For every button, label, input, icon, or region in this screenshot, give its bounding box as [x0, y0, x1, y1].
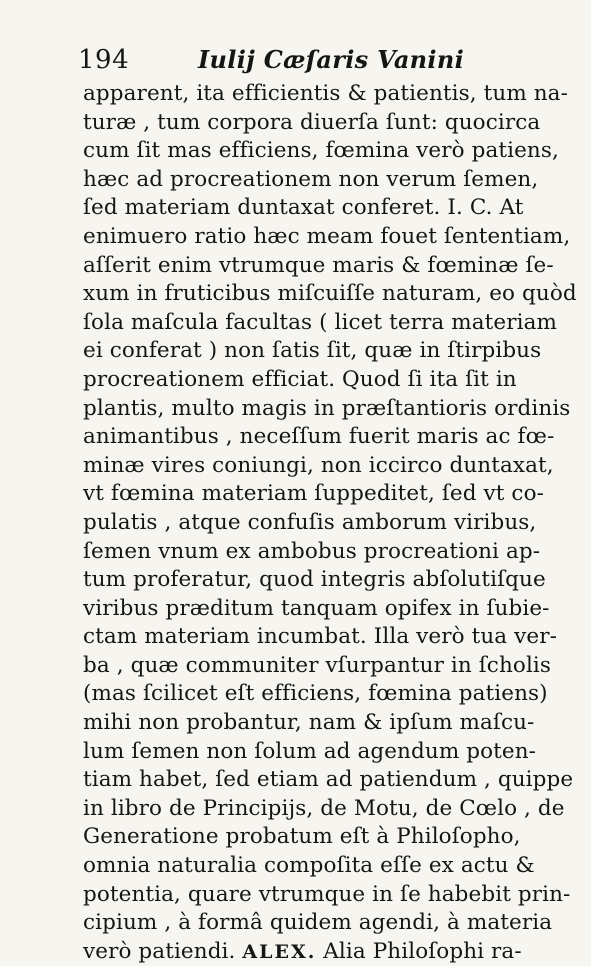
text-line: ba , quæ communiter vſurpantur in ſcholis — [83, 652, 552, 678]
text-line: xum in fruticibus miſcuiſſe naturam, eo quòd — [83, 281, 577, 307]
text-line: potentia, quare vtrumque in ſe habebit prin- — [83, 881, 571, 907]
text-line: tiam habet, ſed etiam ad patiendum , quippe — [83, 767, 574, 793]
text-line: viribus præditum tanquam opifex in ſubie- — [83, 595, 550, 621]
text-line: vt fœmina materiam ſuppeditet, ſed vt co- — [83, 481, 544, 507]
text-line: (mas ſcilicet eſt efficiens, fœmina patiens) — [83, 681, 548, 707]
text-line: lum ſemen non ſolum ad agendum poten- — [83, 738, 537, 764]
text-line: ctam materiam incumbat. Illa verò tua ver- — [83, 624, 557, 650]
text-line: mihi non probantur, nam & ipſum maſcu- — [83, 710, 535, 736]
text-line: turæ , tum corpora diuerſa ſunt: quocirca — [83, 109, 541, 135]
text-line: ſed materiam duntaxat conferet. I. C. At — [83, 195, 524, 221]
text-line: tum proferatur, quod integris abſolutiſque — [83, 567, 546, 593]
text-line: omnia naturalia compoſita eſſe ex actu & — [83, 853, 535, 879]
running-title: Iulij Cæſaris Vanini — [198, 45, 465, 74]
text-line: plantis, multo magis in præſtantioris ordinis — [83, 395, 571, 421]
text-line: Generatione probatum eſt à Philoſopho, — [83, 824, 521, 850]
text-line: procreationem efficiat. Quod ſi ita ſit in — [83, 366, 517, 392]
text-line: ſemen vnum ex ambobus procreationi ap- — [83, 538, 541, 564]
text-line: cum ſit mas efficiens, fœmina verò patiens, — [83, 138, 559, 164]
text-line: enimuero ratio hæc meam fouet ſententiam, — [83, 223, 571, 249]
running-head — [72, 44, 532, 76]
text-line: pulatis , atque confuſis amborum viribus, — [83, 509, 537, 535]
text-line: hæc ad procreationem non verum ſemen, — [83, 166, 539, 192]
final-text-line — [83, 938, 522, 966]
final-line-end: Alia Philoſophi ra- — [323, 938, 522, 964]
text-line: cipium , à formâ quidem agendi, à materia — [83, 910, 553, 936]
text-line: ei conferat ) non ſatis ſit, quæ in ſtirpibus — [83, 338, 542, 364]
text-line: ſola maſcula facultas ( licet terra materiam — [83, 309, 557, 335]
text-line: minæ vires coniungi, non iccirco duntaxat, — [83, 452, 554, 478]
text-line: animantibus , neceſſum fuerit maris ac fœ- — [83, 424, 555, 450]
page-number: 194 — [78, 45, 130, 75]
text-line: in libro de Principijs, de Motu, de Cœlo , de — [83, 795, 565, 821]
text-line: aſſerit enim vtrumque maris & fœminæ ſe- — [83, 252, 554, 278]
main-text — [83, 80, 577, 966]
speaker-label: ALEX. — [242, 940, 317, 963]
text-line: apparent, ita efficientis & patientis, tum na- — [83, 81, 568, 106]
final-line-start: verò patiendi. — [83, 938, 236, 964]
